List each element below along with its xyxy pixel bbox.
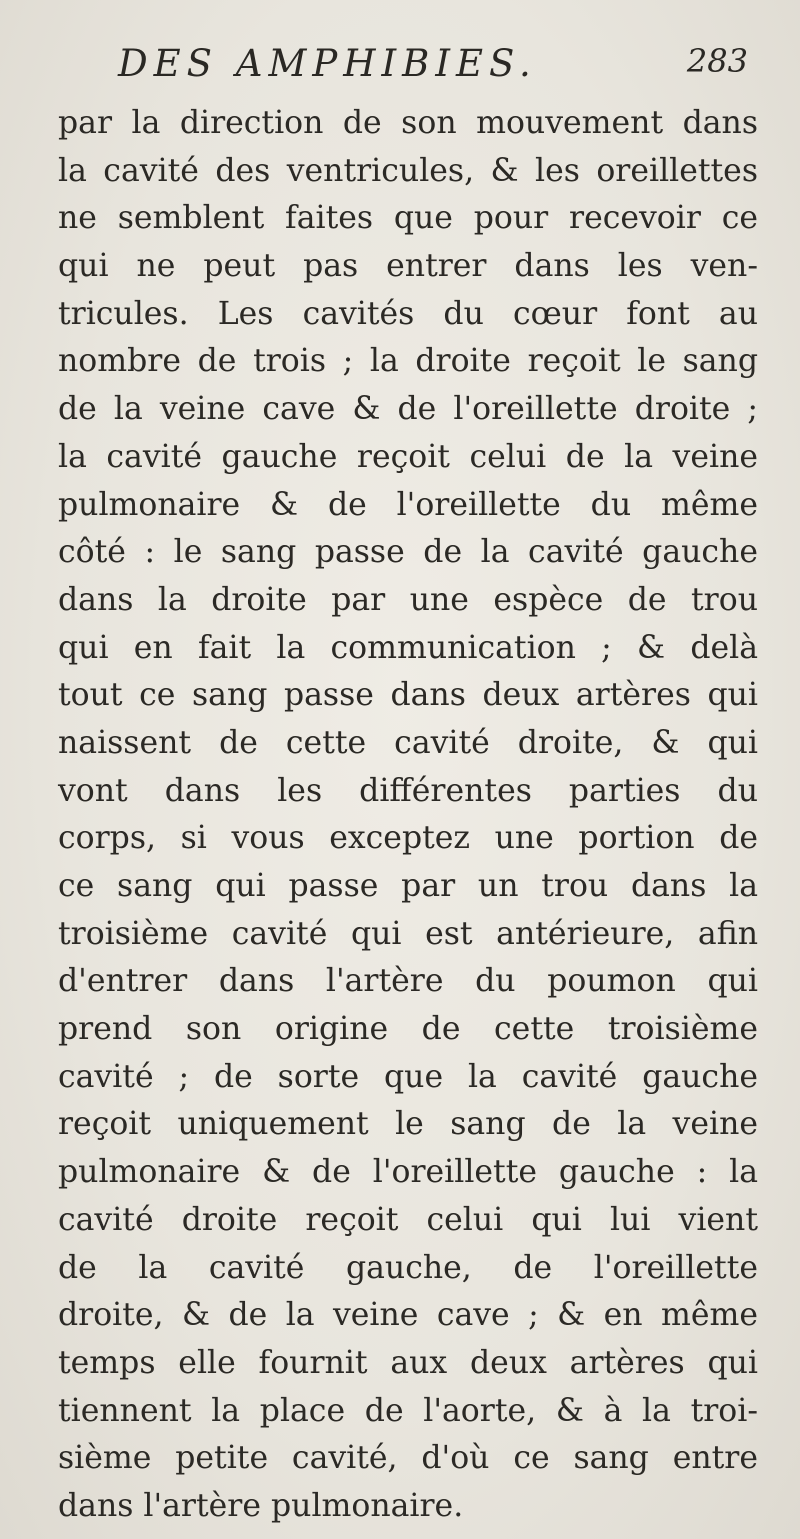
text-line: tiennent la place de l'aorte, & à la troi- [58, 1392, 758, 1429]
text-line: dans l'artère pulmonaire. [58, 1487, 464, 1524]
text-line: la cavité des ventricules, & les oreillettes [58, 152, 758, 189]
text-line: sième petite cavité, d'où ce sang entre [58, 1440, 758, 1477]
text-line: cavité droite reçoit celui qui lui vient [58, 1201, 758, 1238]
body-text [58, 100, 758, 1531]
running-title: DES AMPHIBIES. [118, 42, 537, 85]
text-line: nombre de trois ; la droite reçoit le sang [58, 343, 758, 380]
text-line: cavité ; de sorte que la cavité gauche [58, 1058, 758, 1095]
text-line: tricules. Les cavités du cœur font au [58, 295, 758, 332]
text-line: dans la droite par une espèce de trou [58, 581, 758, 618]
text-line: naissent de cette cavité droite, & qui [58, 724, 758, 761]
text-line: reçoit uniquement le sang de la veine [58, 1106, 758, 1143]
text-line: corps, si vous exceptez une portion de [58, 820, 758, 857]
text-line: temps elle fournit aux deux artères qui [58, 1344, 758, 1381]
text-line: vont dans les différentes parties du [58, 772, 758, 809]
text-line: la cavité gauche reçoit celui de la veine [58, 438, 758, 475]
text-line: qui ne peut pas entrer dans les ven- [58, 248, 758, 285]
text-line: ne semblent faites que pour recevoir ce [58, 200, 758, 237]
text-line: côté : le sang passe de la cavité gauche [58, 534, 758, 571]
page-header [118, 42, 748, 98]
text-line: troisième cavité qui est antérieure, afin [58, 915, 758, 952]
text-line: droite, & de la veine cave ; & en même [58, 1297, 758, 1334]
text-line: de la veine cave & de l'oreillette droite ; [58, 391, 758, 428]
text-line: de la cavité gauche, de l'oreillette [58, 1249, 758, 1286]
text-line: pulmonaire & de l'oreillette gauche : la [58, 1154, 758, 1191]
text-line: tout ce sang passe dans deux artères qui [58, 677, 758, 714]
text-line: qui en fait la communication ; & delà [58, 629, 758, 666]
text-line: d'entrer dans l'artère du poumon qui [58, 963, 758, 1000]
text-line: ce sang qui passe par un trou dans la [58, 868, 758, 904]
text-line: prend son origine de cette troisième [58, 1011, 758, 1048]
page-number: 283 [686, 42, 748, 80]
text-line: pulmonaire & de l'oreillette du même [58, 486, 758, 523]
text-line: par la direction de son mouvement dans [58, 105, 758, 141]
